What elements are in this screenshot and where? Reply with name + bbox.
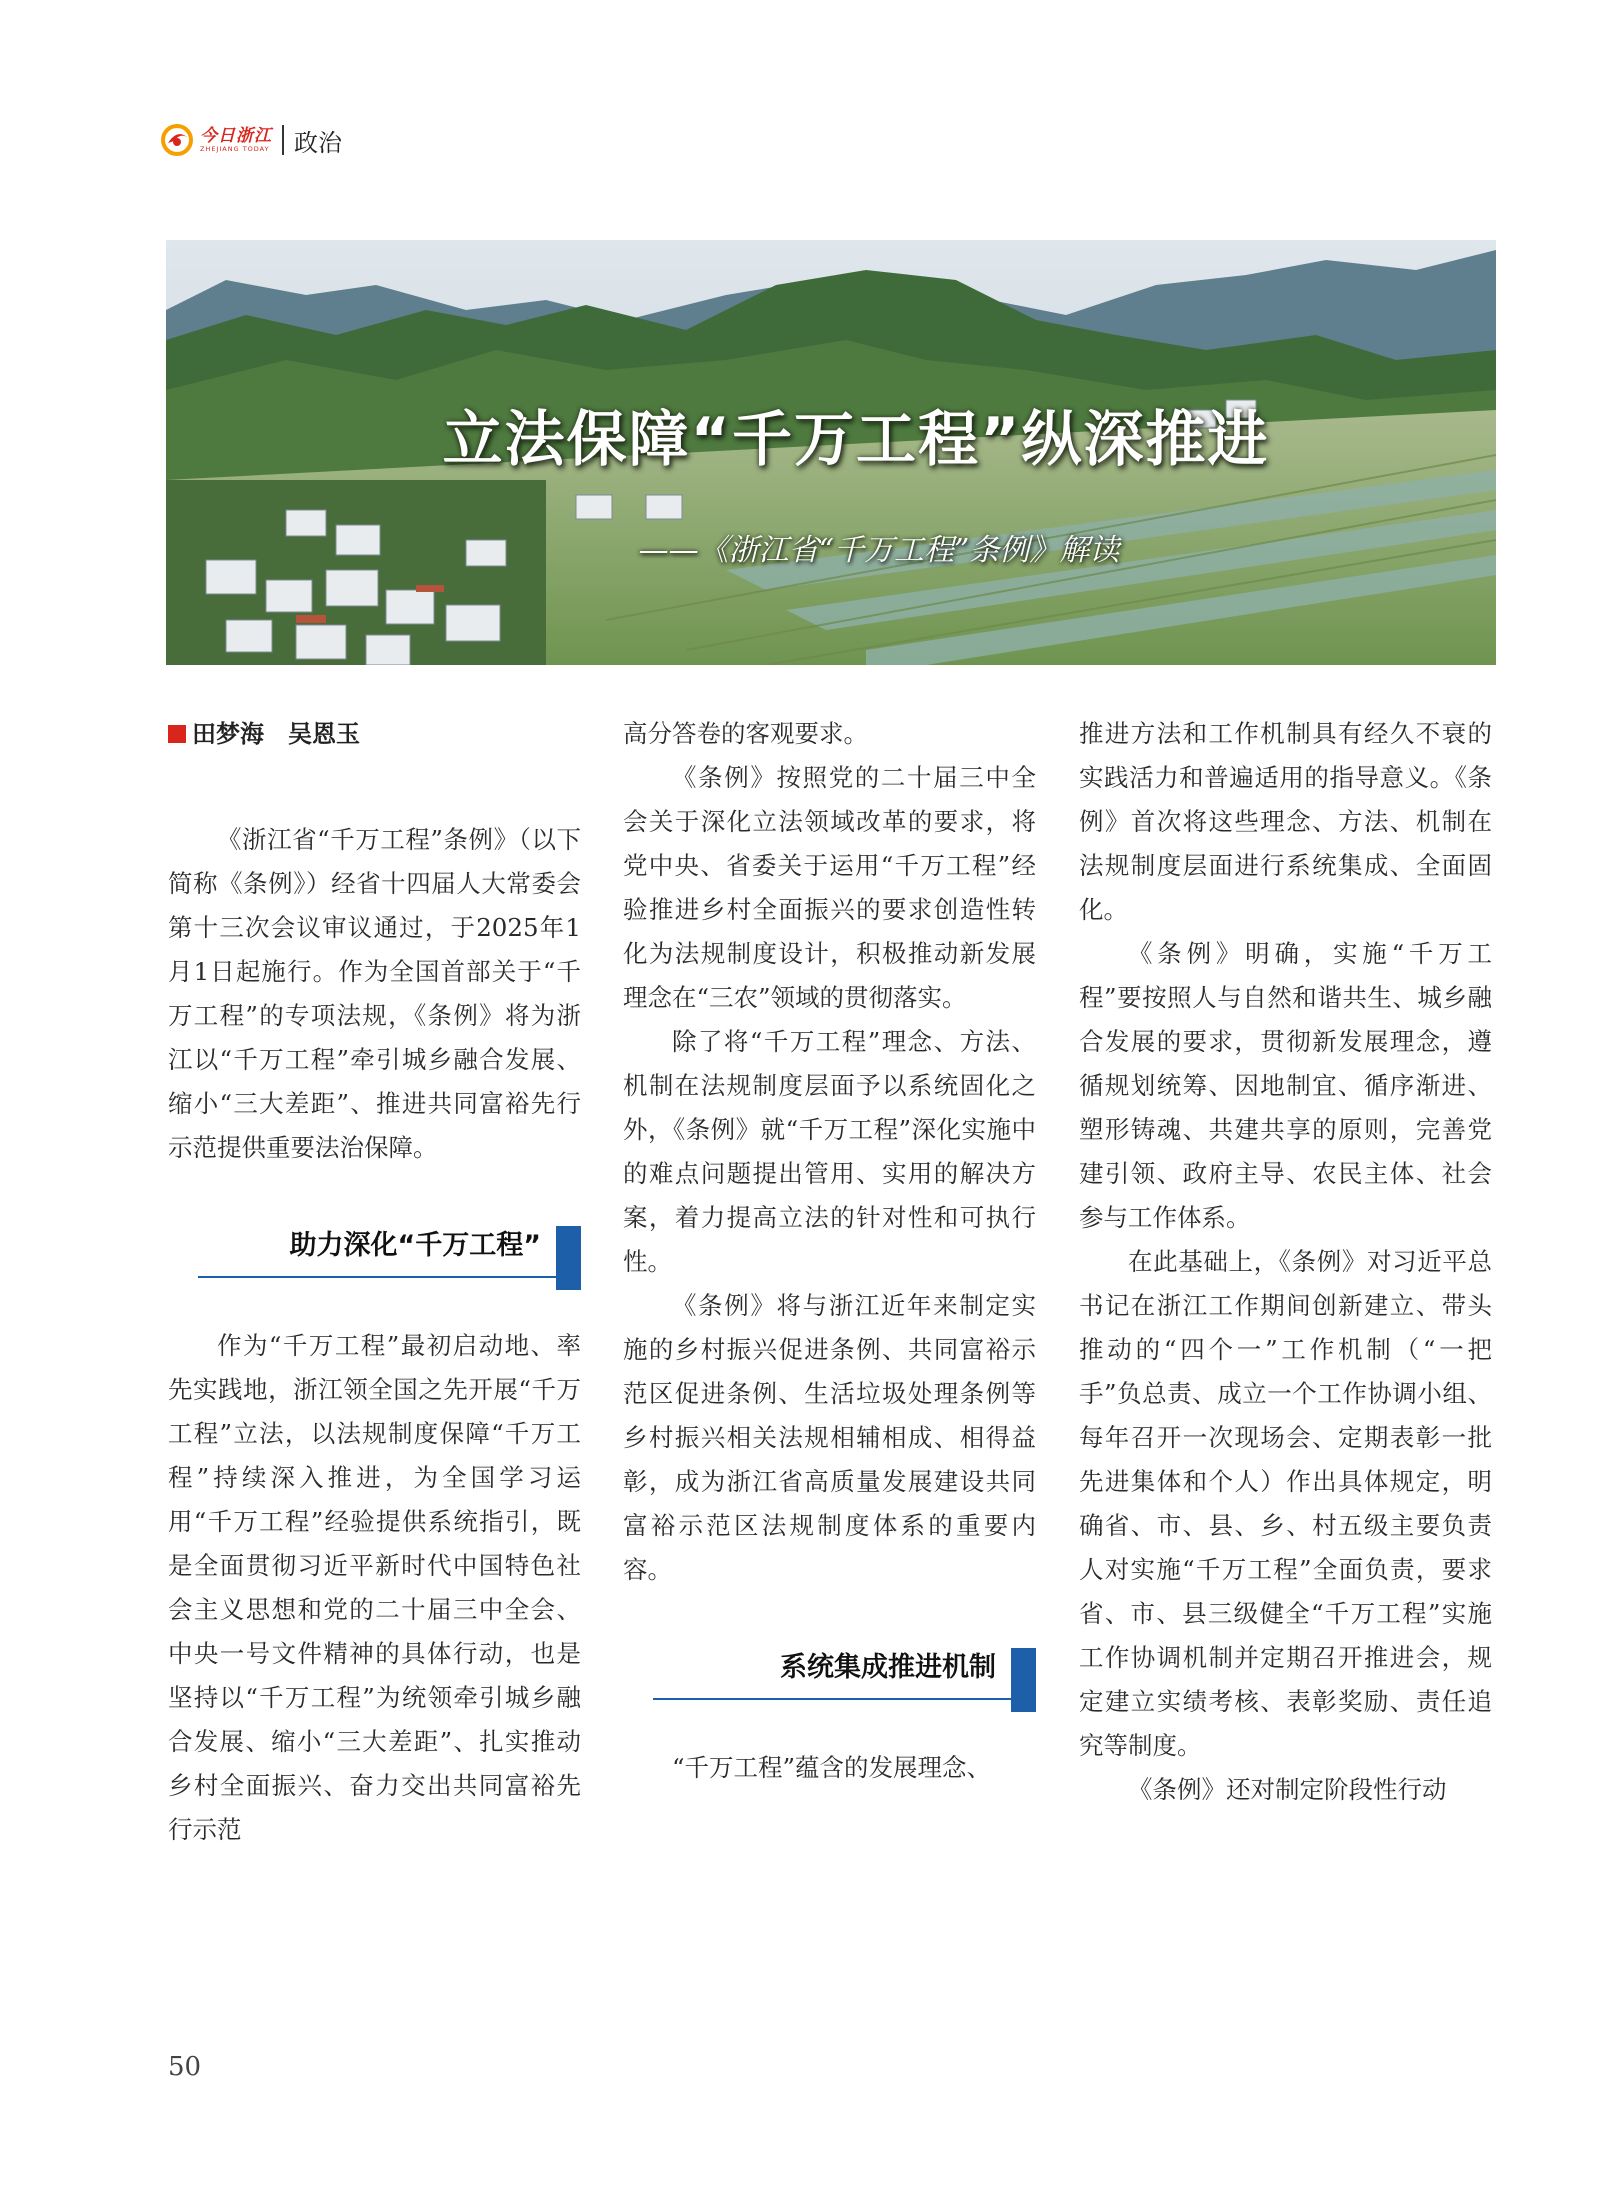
paragraph-continued: 高分答卷的客观要求。 — [623, 719, 868, 748]
section-heading-text: 助力深化“千万工程” — [282, 1224, 542, 1268]
page-header — [160, 120, 342, 160]
paragraph: 《浙江省“千万工程”条例》（以下简称《条例》）经省十四届人大常委会第十三次会议审议通过，于2025年1月1日起施行。作为全国首部关于“千万工程”的专项法规，《条例》将为浙江以“千万工程”牵引城乡融合发展、缩小“三大差距”、推进共同富裕先行示范提供重要法治保障。 — [168, 825, 581, 1162]
heading-underline — [198, 1276, 556, 1278]
byline — [168, 712, 581, 756]
section-heading-text: 系统集成推进机制 — [772, 1646, 996, 1690]
paragraph-continued: 推进方法和工作机制具有经久不衰的实践活力和普遍适用的指导意义。《条例》首次将这些理念、方法、机制在法规制度层面进行系统集成、全面固化。 — [1079, 719, 1492, 924]
heading-underline — [653, 1698, 1011, 1700]
paragraph: 除了将“千万工程”理念、方法、机制在法规制度层面予以系统固化之外，《条例》就“千万工程”深化实施中的难点问题提出管用、实用的解决方案，着力提高立法的针对性和可执行性。 — [623, 1027, 1036, 1276]
hero-banner — [166, 240, 1496, 665]
magazine-logo — [160, 123, 272, 157]
heading-accent-block — [556, 1226, 581, 1290]
paragraph: 作为“千万工程”最初启动地、率先实践地，浙江领全国之先开展“千万工程”立法，以法规制度保障“千万工程”持续深入推进，为全国学习运用“千万工程”经验提供系统指引，既是全面贯彻习近平新时代中国特色社会主义思想和党的二十届三中全会、中央一号文件精神的具体行动，也是坚持以“千万工程”为统领牵引城乡融合发展、缩小“三大差距”、扎实推动乡村全面振兴、奋力交出共同富裕先行示范 — [168, 1331, 581, 1844]
paragraph: 在此基础上，《条例》对习近平总书记在浙江工作期间创新建立、带头推动的“四个一”工作机制（“一把手”负总责、成立一个工作协调小组、每年召开一次现场会、定期表彰一批先进集体和个人）作出具体规定，明确省、市、县、乡、村五级主要负责人对实施“千万工程”全面负责，要求省、市、县三级健全“千万工程”实施工作协调机制并定期召开推进会，规定建立实绩考核、表彰奖励、责任追究等制度。 — [1079, 1247, 1492, 1760]
text-column-2 — [623, 712, 1036, 1790]
page-number: 50 — [168, 2052, 202, 2082]
section-heading — [623, 1632, 1036, 1712]
section-name: 政治 — [294, 128, 342, 157]
text-column-3 — [1079, 712, 1492, 1812]
text-column-1 — [168, 712, 581, 1852]
byline-marker — [168, 725, 186, 743]
section-heading — [168, 1210, 581, 1290]
paragraph: 《条例》明确，实施“千万工程”要按照人与自然和谐共生、城乡融合发展的要求，贯彻新发展理念，遵循规划统筹、因地制宜、循序渐进、塑形铸魂、共建共享的原则，完善党建引领、政府主导、农民主体、社会参与工作体系。 — [1079, 939, 1492, 1232]
paragraph: “千万工程”蕴含的发展理念、 — [672, 1753, 992, 1782]
logo-english-text: ZHEJIANG TODAY — [200, 144, 270, 153]
header-divider — [282, 125, 284, 155]
logo-swirl-icon — [160, 123, 194, 157]
article-subtitle: ——《浙江省“千万工程”条例》解读 — [638, 533, 1120, 568]
paragraph: 《条例》还对制定阶段性行动 — [1128, 1775, 1447, 1804]
heading-accent-block — [1011, 1648, 1036, 1712]
paragraph: 《条例》按照党的二十届三中全会关于深化立法领域改革的要求，将党中央、省委关于运用“千万工程”经验推进乡村全面振兴的要求创造性转化为法规制度设计，积极推动新发展理念在“三农”领域的贯彻落实。 — [623, 763, 1036, 1012]
author-names: 田梦海 吴恩玉 — [192, 720, 360, 748]
article-title: 立法保障“千万工程”纵深推进 — [442, 405, 1270, 475]
paragraph: 《条例》将与浙江近年来制定实施的乡村振兴促进条例、共同富裕示范区促进条例、生活垃圾处理条例等乡村振兴相关法规相辅相成、相得益彰，成为浙江省高质量发展建设共同富裕示范区法规制度体系的重要内容。 — [623, 1291, 1036, 1584]
logo-chinese-text: 今日浙江 — [200, 125, 272, 146]
